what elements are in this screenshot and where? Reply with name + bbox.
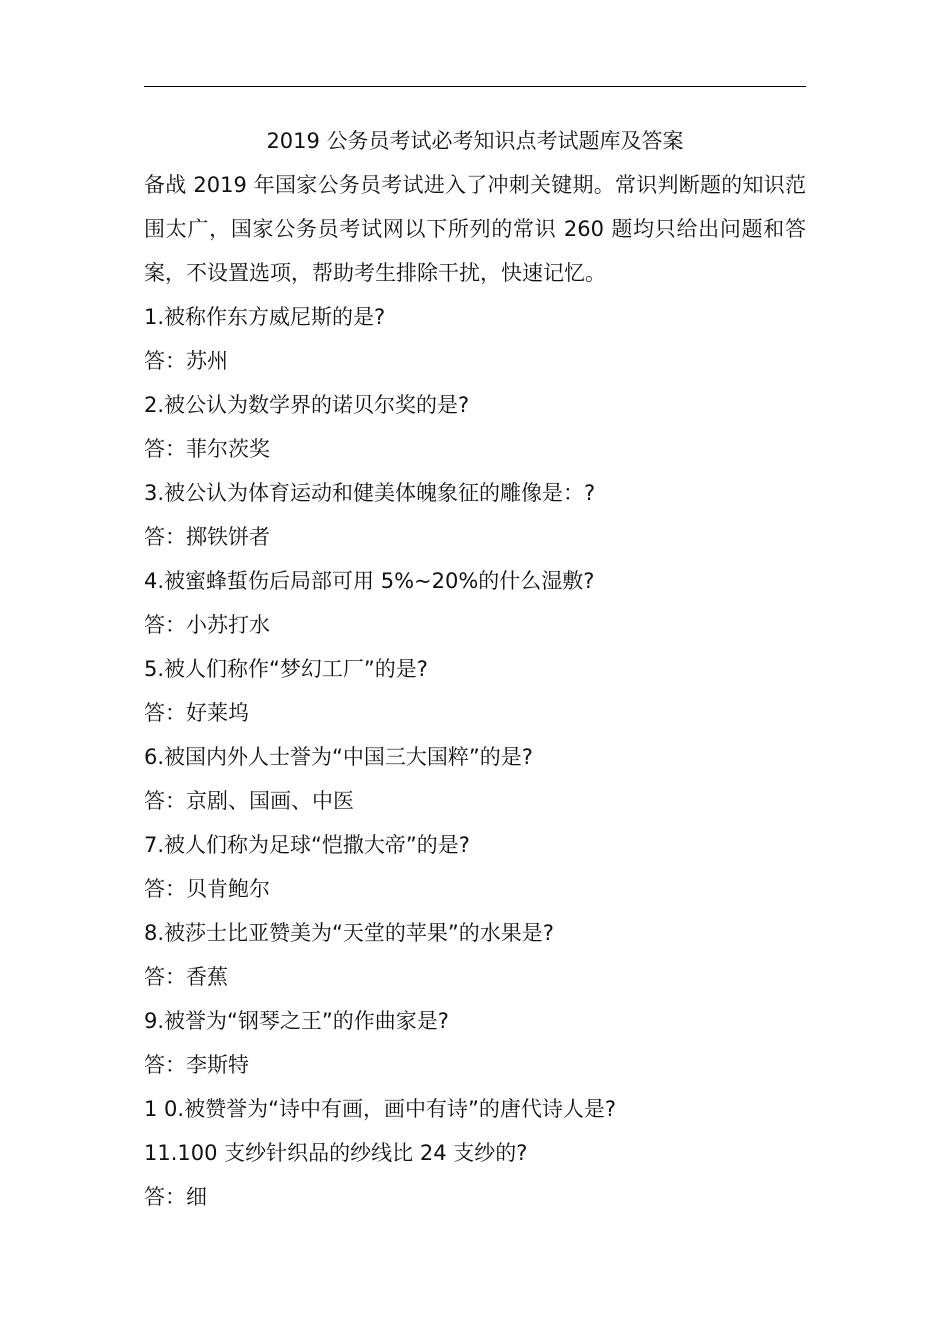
answer-1: 答：苏州 — [144, 349, 228, 373]
question-1: 1.被称作东方威尼斯的是? — [144, 305, 386, 329]
question-8: 8.被莎士比亚赞美为“天堂的苹果”的水果是? — [144, 921, 554, 945]
question-3: 3.被公认为体育运动和健美体魄象征的雕像是：? — [144, 481, 596, 505]
question-5: 5.被人们称作“梦幻工厂”的是? — [144, 657, 428, 681]
question-11: 11.100 支纱针织品的纱线比 24 支纱的? — [144, 1141, 528, 1165]
question-6: 6.被国内外人士誉为“中国三大国粹”的是? — [144, 745, 533, 769]
question-4: 4.被蜜蜂蜇伤后局部可用 5%~20%的什么湿敷? — [144, 569, 595, 593]
answer-8: 答：香蕉 — [144, 965, 228, 989]
answer-9: 答：李斯特 — [144, 1053, 249, 1077]
question-2: 2.被公认为数学界的诺贝尔奖的是? — [144, 393, 470, 417]
intro-paragraph: 备战 2019 年国家公务员考试进入了冲刺关键期。常识判断题的知识范围太广，国家公务员考试网以下所列的常识 260 题均只给出问题和答案，不设置选项，帮助考生排除干扰，快速记忆。 — [144, 173, 806, 285]
answer-6: 答：京剧、国画、中医 — [144, 789, 354, 813]
document-title: 2019 公务员考试必考知识点考试题库及答案 — [266, 129, 684, 153]
answer-3: 答：掷铁饼者 — [144, 525, 270, 549]
answer-7: 答：贝肯鲍尔 — [144, 877, 270, 901]
header-rule — [144, 86, 806, 87]
answer-11: 答：细 — [144, 1185, 207, 1209]
answer-2: 答：菲尔茨奖 — [144, 437, 270, 461]
question-9: 9.被誉为“钢琴之王”的作曲家是? — [144, 1009, 449, 1033]
answer-5: 答：好莱坞 — [144, 701, 249, 725]
answer-4: 答：小苏打水 — [144, 613, 270, 637]
document-body — [144, 119, 806, 1219]
question-7: 7.被人们称为足球“恺撒大帝”的是? — [144, 833, 470, 857]
question-10: 1 0.被赞誉为“诗中有画，画中有诗”的唐代诗人是? — [144, 1097, 616, 1121]
